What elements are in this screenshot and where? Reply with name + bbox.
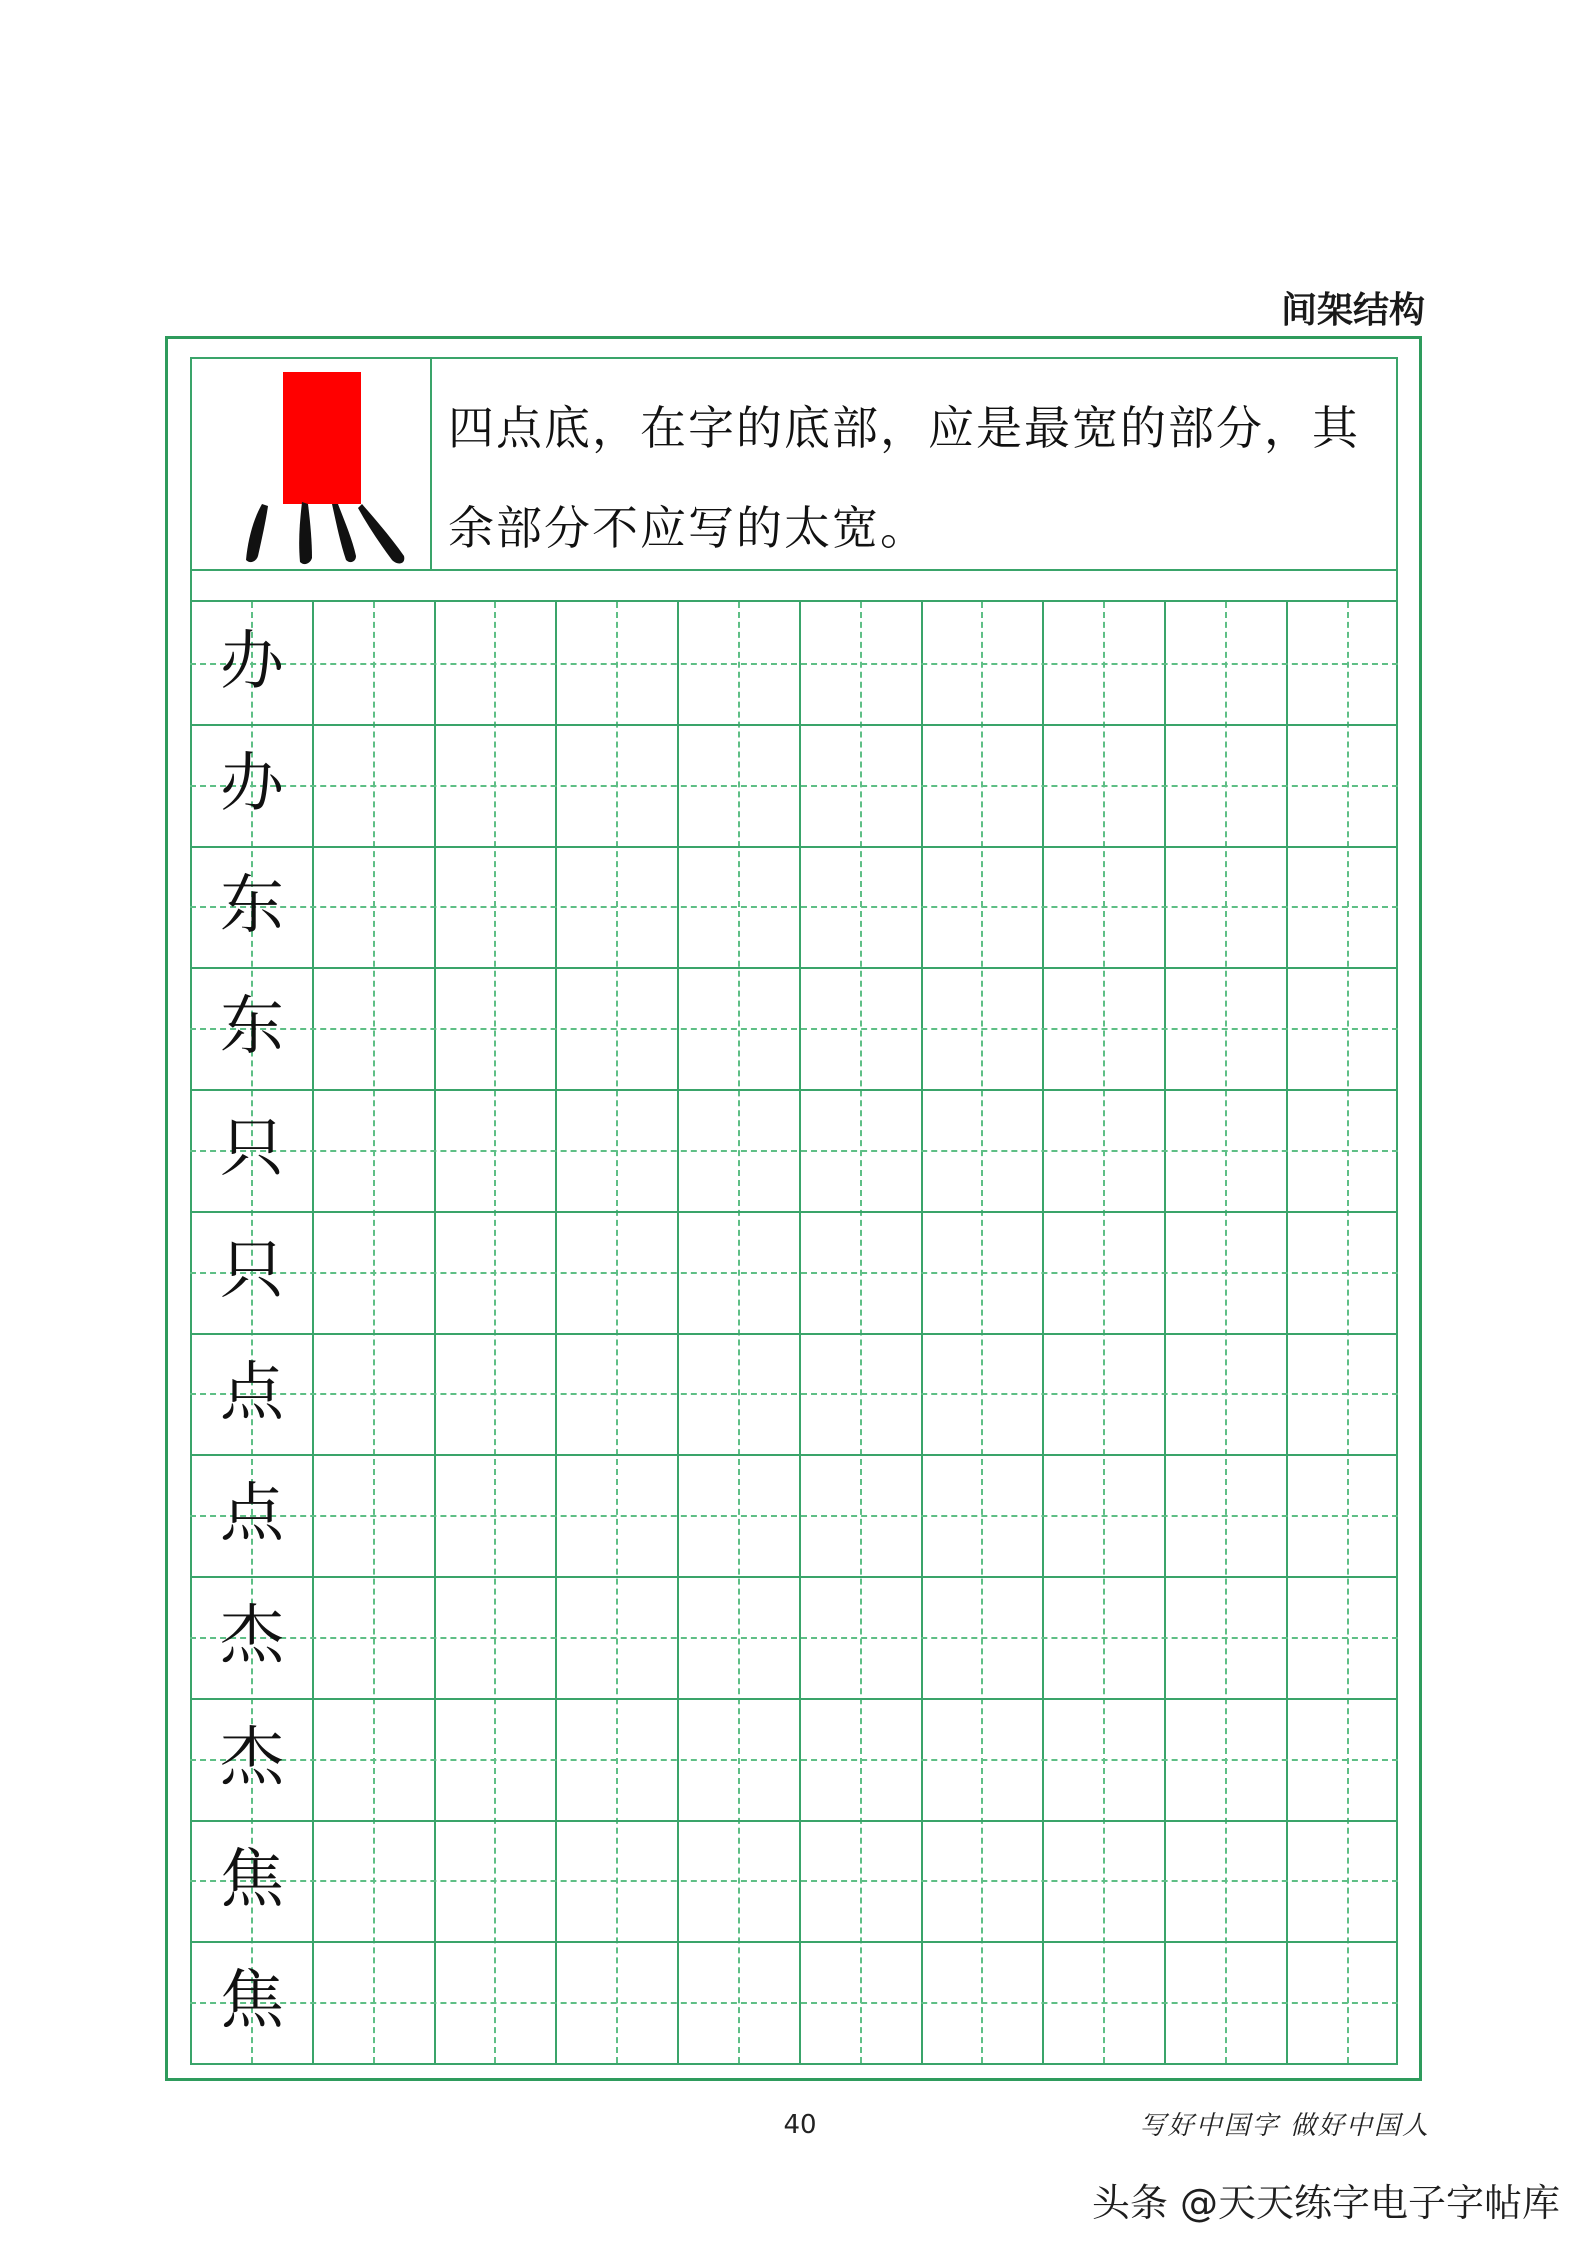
grid-row-line	[190, 1576, 1398, 1578]
grid-row-guide	[190, 1880, 1398, 1882]
radical-highlight	[283, 372, 361, 504]
model-character: 办	[220, 746, 284, 821]
model-character: 东	[220, 990, 284, 1065]
model-character: 杰	[220, 1599, 284, 1673]
grid-row-guide	[190, 1637, 1398, 1639]
model-character: 杰	[220, 1720, 284, 1795]
model-character: 点	[220, 1355, 284, 1430]
model-character: 焦	[220, 1842, 284, 1917]
model-character: 办	[220, 625, 284, 699]
grid-row-line	[190, 724, 1398, 726]
model-character: 东	[220, 868, 284, 943]
footer-motto: 写好中国字 做好中国人	[1139, 2111, 1430, 2141]
page-number: 40	[783, 2110, 817, 2140]
grid-row-guide	[190, 1028, 1398, 1030]
grid-row-line	[190, 1820, 1398, 1822]
grid-row-guide	[190, 1759, 1398, 1761]
section-title: 间架结构	[1280, 290, 1425, 331]
grid-row-line	[190, 967, 1398, 969]
grid-row-line	[190, 1211, 1398, 1213]
grid-top-border	[190, 600, 1398, 602]
grid-row-line	[190, 1089, 1398, 1091]
model-character: 只	[220, 1112, 284, 1186]
grid-row-line	[190, 1941, 1398, 1943]
grid-row-line	[190, 1333, 1398, 1335]
grid-row-guide	[190, 1150, 1398, 1152]
model-character: 只	[220, 1233, 284, 1308]
grid-row-guide	[190, 1393, 1398, 1395]
grid-row-guide	[190, 1515, 1398, 1517]
grid-row-guide	[190, 663, 1398, 665]
grid-row-guide	[190, 785, 1398, 787]
rule-description: 四点底，在字的底部，应是最宽的部分，其余部分不应写的太宽。	[448, 401, 1360, 555]
model-character: 点	[220, 1477, 284, 1552]
grid-row-guide	[190, 906, 1398, 908]
grid-row-line	[190, 1698, 1398, 1700]
grid-row-line	[190, 846, 1398, 848]
model-character: 焦	[220, 1964, 284, 2039]
grid-row-line	[190, 1454, 1398, 1456]
grid-row-guide	[190, 2002, 1398, 2004]
source-watermark: 头条 @天天练字电子字帖库	[1091, 2181, 1560, 2225]
header-divider-vertical	[430, 357, 432, 569]
four-dots-radical-icon	[240, 498, 410, 568]
grid-row-guide	[190, 1272, 1398, 1274]
